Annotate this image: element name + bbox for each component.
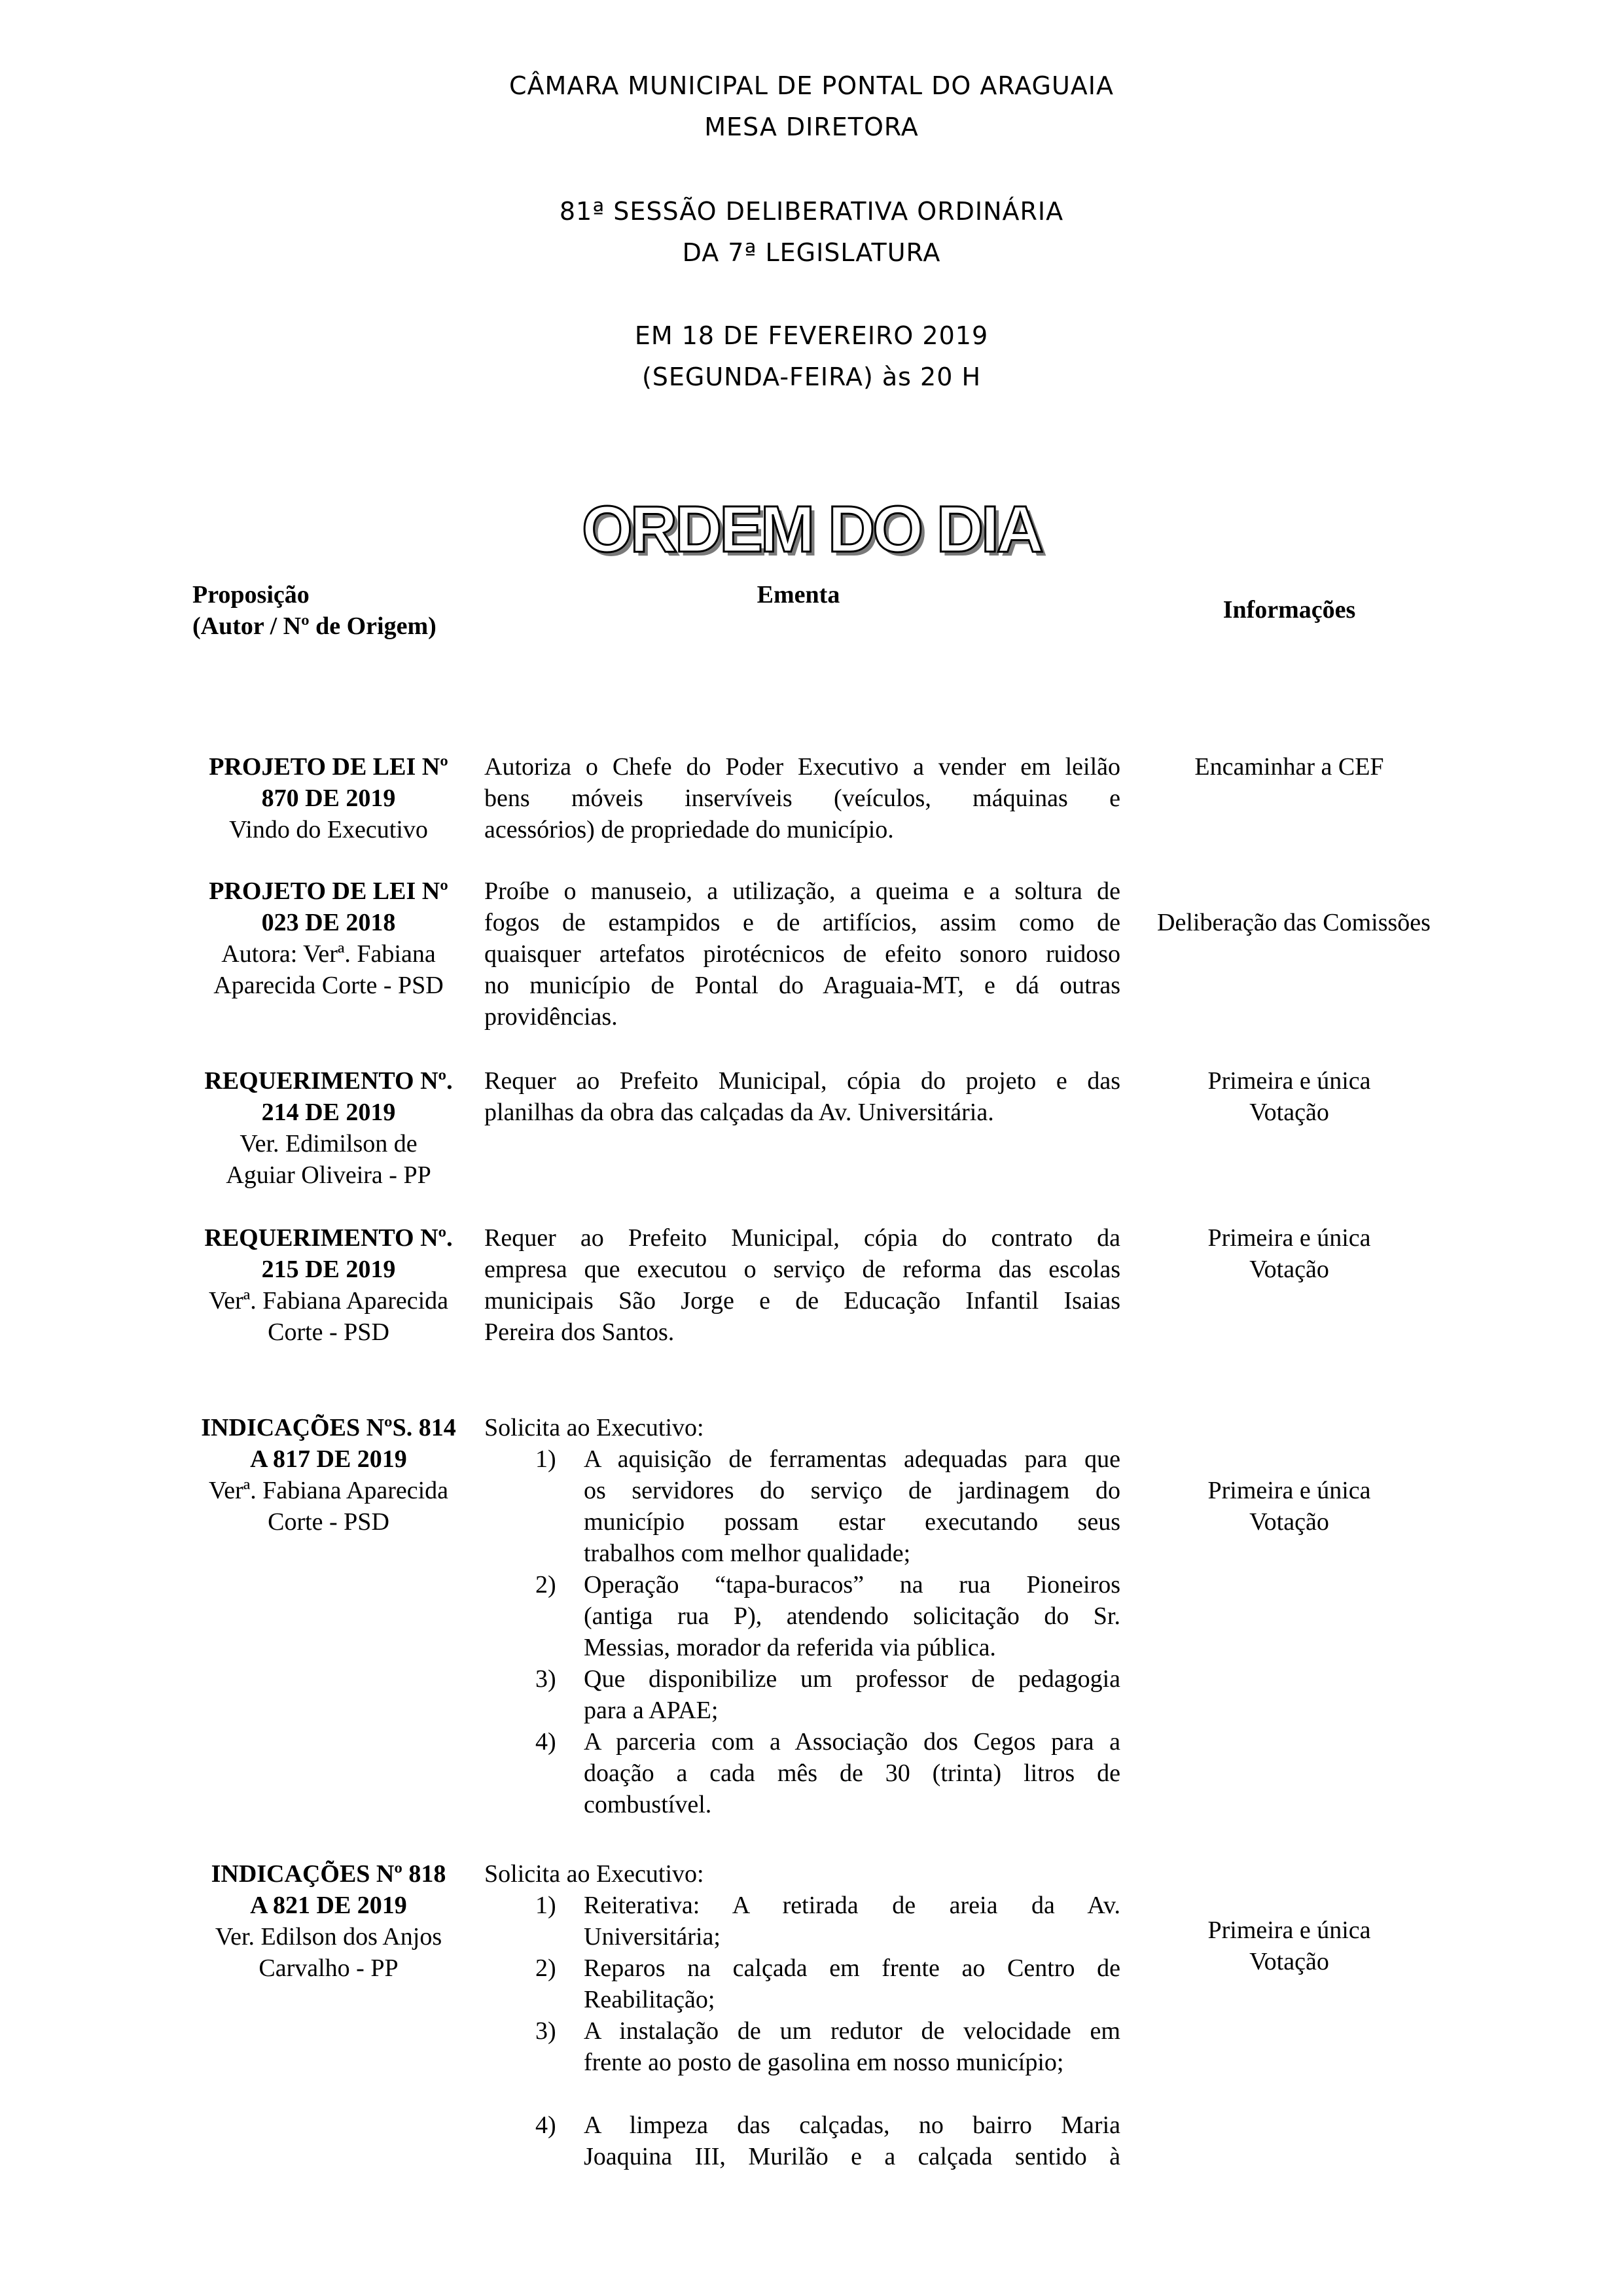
proposition-author: Corte - PSD xyxy=(268,1318,389,1346)
ementa-line: empresa que executou o serviço de reforma das escolas xyxy=(484,1256,1120,1283)
list-item-line: doação a cada mês de 30 (trinta) litros de xyxy=(584,1759,1120,1787)
list-item-line: A limpeza das calçadas, no bairro Maria xyxy=(584,2111,1120,2139)
list-number: 1) xyxy=(535,1445,556,1473)
ementa-line: Requer ao Prefeito Municipal, cópia do contrato da xyxy=(484,1224,1120,1252)
list-number: 4) xyxy=(535,2111,556,2139)
item-intro: Solicita ao Executivo: xyxy=(484,1414,704,1441)
list-item-line: (antiga rua P), atendendo solicitação do Sr. xyxy=(584,1602,1120,1630)
list-item xyxy=(584,1443,1120,1569)
session-time: (SEGUNDA-FEIRA) às 20 H xyxy=(641,362,982,391)
board-name: MESA DIRETORA xyxy=(704,113,919,141)
item-info xyxy=(1126,751,1453,783)
ementa-line: fogos de estampidos e de artifícios, assim como de xyxy=(484,909,1120,936)
item-ementa xyxy=(484,875,1120,1033)
list-number: 2) xyxy=(535,1571,556,1598)
legislature: DA 7ª LEGISLATURA xyxy=(682,238,941,267)
proposition-author: Carvalho - PP xyxy=(259,1954,399,1982)
info-line: Primeira e única xyxy=(1207,1067,1371,1095)
list-item-line: Reparos na calçada em frente ao Centro de xyxy=(584,1954,1120,1982)
list-item-line: Reabilitação; xyxy=(584,1986,715,2013)
item-ementa xyxy=(484,751,1120,845)
proposition-title: REQUERIMENTO Nº. xyxy=(204,1067,453,1095)
proposition-number: A 817 DE 2019 xyxy=(250,1445,407,1473)
item-info xyxy=(1126,1222,1453,1285)
item-proposition xyxy=(178,751,479,845)
ementa-line: no município de Pontal do Araguaia-MT, e dá outras xyxy=(484,972,1120,999)
list-item xyxy=(584,1663,1120,1726)
column-proposition xyxy=(192,579,437,642)
list-item-line: Operação “tapa-buracos” na rua Pioneiros xyxy=(584,1571,1120,1598)
info-line: Primeira e única xyxy=(1207,1477,1371,1504)
proposition-author: Ver. Edimilson de xyxy=(240,1130,418,1157)
list-item xyxy=(584,1726,1120,1820)
item-info xyxy=(1120,907,1467,938)
list-item-line: Reiterativa: A retirada de areia da Av. xyxy=(584,1892,1120,1919)
list-item xyxy=(584,1952,1120,2015)
proposition-number: 023 DE 2018 xyxy=(261,909,396,936)
list-item-line: para a APAE; xyxy=(584,1697,719,1724)
list-item-line: A aquisição de ferramentas adequadas para que xyxy=(584,1445,1120,1473)
proposition-number: 870 DE 2019 xyxy=(261,785,396,812)
proposition-title: INDICAÇÕES Nº 818 xyxy=(211,1860,446,1888)
item-proposition xyxy=(178,1222,479,1348)
list-item-line: Universitária; xyxy=(584,1923,721,1951)
ementa-line: Requer ao Prefeito Municipal, cópia do projeto e das xyxy=(484,1067,1120,1095)
list-item-line: Que disponibilize um professor de pedagogia xyxy=(584,1665,1120,1693)
item-ementa xyxy=(484,1065,1120,1128)
column-ementa: Ementa xyxy=(757,581,840,609)
list-item-line: Messias, morador da referida via pública. xyxy=(584,1634,996,1661)
info-line: Primeira e única xyxy=(1207,1224,1371,1252)
item-intro: Solicita ao Executivo: xyxy=(484,1860,704,1888)
item-proposition xyxy=(178,1065,479,1191)
ementa-line: acessórios) de propriedade do município. xyxy=(484,816,894,843)
info-line: Votação xyxy=(1249,1508,1329,1536)
proposition-title: INDICAÇÕES NºS. 814 xyxy=(201,1414,456,1441)
list-number: 2) xyxy=(535,1954,556,1982)
info-line: Deliberação das Comissões xyxy=(1157,909,1431,936)
list-item-line: município possam estar executando seus xyxy=(584,1508,1120,1536)
item-info xyxy=(1126,1915,1453,1977)
item-info xyxy=(1126,1475,1453,1538)
proposition-author: Vindo do Executivo xyxy=(229,816,428,843)
list-item xyxy=(584,2110,1120,2172)
list-item xyxy=(584,1569,1120,1663)
ementa-line: Autoriza o Chefe do Poder Executivo a vender em leilão xyxy=(484,753,1120,781)
list-item-line: Joaquina III, Murilão e a calçada sentido à xyxy=(584,2143,1120,2170)
list-item-line: frente ao posto de gasolina em nosso município; xyxy=(584,2049,1064,2076)
list-item-line: A instalação de um redutor de velocidade em xyxy=(584,2017,1120,2045)
list-item-line: combustível. xyxy=(584,1791,712,1818)
item-proposition xyxy=(178,1858,479,1984)
proposition-number: A 821 DE 2019 xyxy=(250,1892,407,1919)
proposition-number: 214 DE 2019 xyxy=(261,1099,396,1126)
ementa-line: bens móveis inservíveis (veículos, máquinas e xyxy=(484,785,1120,812)
proposition-author: Ver. Edilson dos Anjos xyxy=(215,1923,442,1951)
chamber-name: CÂMARA MUNICIPAL DE PONTAL DO ARAGUAIA xyxy=(509,71,1114,100)
info-line: Votação xyxy=(1249,1099,1329,1126)
list-item-line: trabalhos com melhor qualidade; xyxy=(584,1540,911,1567)
item-info xyxy=(1126,1065,1453,1128)
proposition-author: Aparecida Corte - PSD xyxy=(213,972,444,999)
ementa-line: providências. xyxy=(484,1003,618,1031)
list-number: 3) xyxy=(535,1665,556,1693)
proposition-number: 215 DE 2019 xyxy=(261,1256,396,1283)
proposition-author: Autora: Verª. Fabiana xyxy=(221,940,436,968)
session-date: EM 18 DE FEVEREIRO 2019 xyxy=(634,321,989,350)
proposition-author: Corte - PSD xyxy=(268,1508,389,1536)
info-line: Encaminhar a CEF xyxy=(1194,753,1384,781)
proposition-title: REQUERIMENTO Nº. xyxy=(204,1224,453,1252)
proposition-title: PROJETO DE LEI Nº xyxy=(209,753,448,781)
page-title: ORDEM DO DIA xyxy=(582,493,1041,566)
ementa-line: Proíbe o manuseio, a utilização, a queima e a soltura de xyxy=(484,877,1120,905)
column-proposition-title: Proposição xyxy=(192,581,310,609)
list-item-line: A parceria com a Associação dos Cegos para a xyxy=(584,1728,1120,1756)
list-number: 4) xyxy=(535,1728,556,1756)
ementa-line: planilhas da obra das calçadas da Av. Universitária. xyxy=(484,1099,994,1126)
ementa-line: municipais São Jorge e de Educação Infantil Isaias xyxy=(484,1287,1120,1315)
list-item-line: os servidores do serviço de jardinagem do xyxy=(584,1477,1120,1504)
info-line: Primeira e única xyxy=(1207,1916,1371,1944)
session-name: 81ª SESSÃO DELIBERATIVA ORDINÁRIA xyxy=(559,197,1064,226)
info-line: Votação xyxy=(1249,1948,1329,1975)
list-number: 3) xyxy=(535,2017,556,2045)
proposition-author: Aguiar Oliveira - PP xyxy=(226,1161,431,1189)
item-proposition xyxy=(178,875,479,1001)
item-ementa xyxy=(484,1222,1120,1348)
info-line: Votação xyxy=(1249,1256,1329,1283)
column-info: Informações xyxy=(1222,596,1356,624)
ementa-line: Pereira dos Santos. xyxy=(484,1318,675,1346)
item-proposition xyxy=(178,1412,479,1538)
proposition-author: Verª. Fabiana Aparecida xyxy=(208,1287,449,1315)
ementa-line: quaisquer artefatos pirotécnicos de efeito sonoro ruidoso xyxy=(484,940,1120,968)
list-item xyxy=(584,1890,1120,1952)
proposition-author: Verª. Fabiana Aparecida xyxy=(208,1477,449,1504)
list-number: 1) xyxy=(535,1892,556,1919)
column-proposition-subtitle: (Autor / Nº de Origem) xyxy=(192,612,437,640)
list-item xyxy=(584,2015,1120,2078)
proposition-title: PROJETO DE LEI Nº xyxy=(209,877,448,905)
